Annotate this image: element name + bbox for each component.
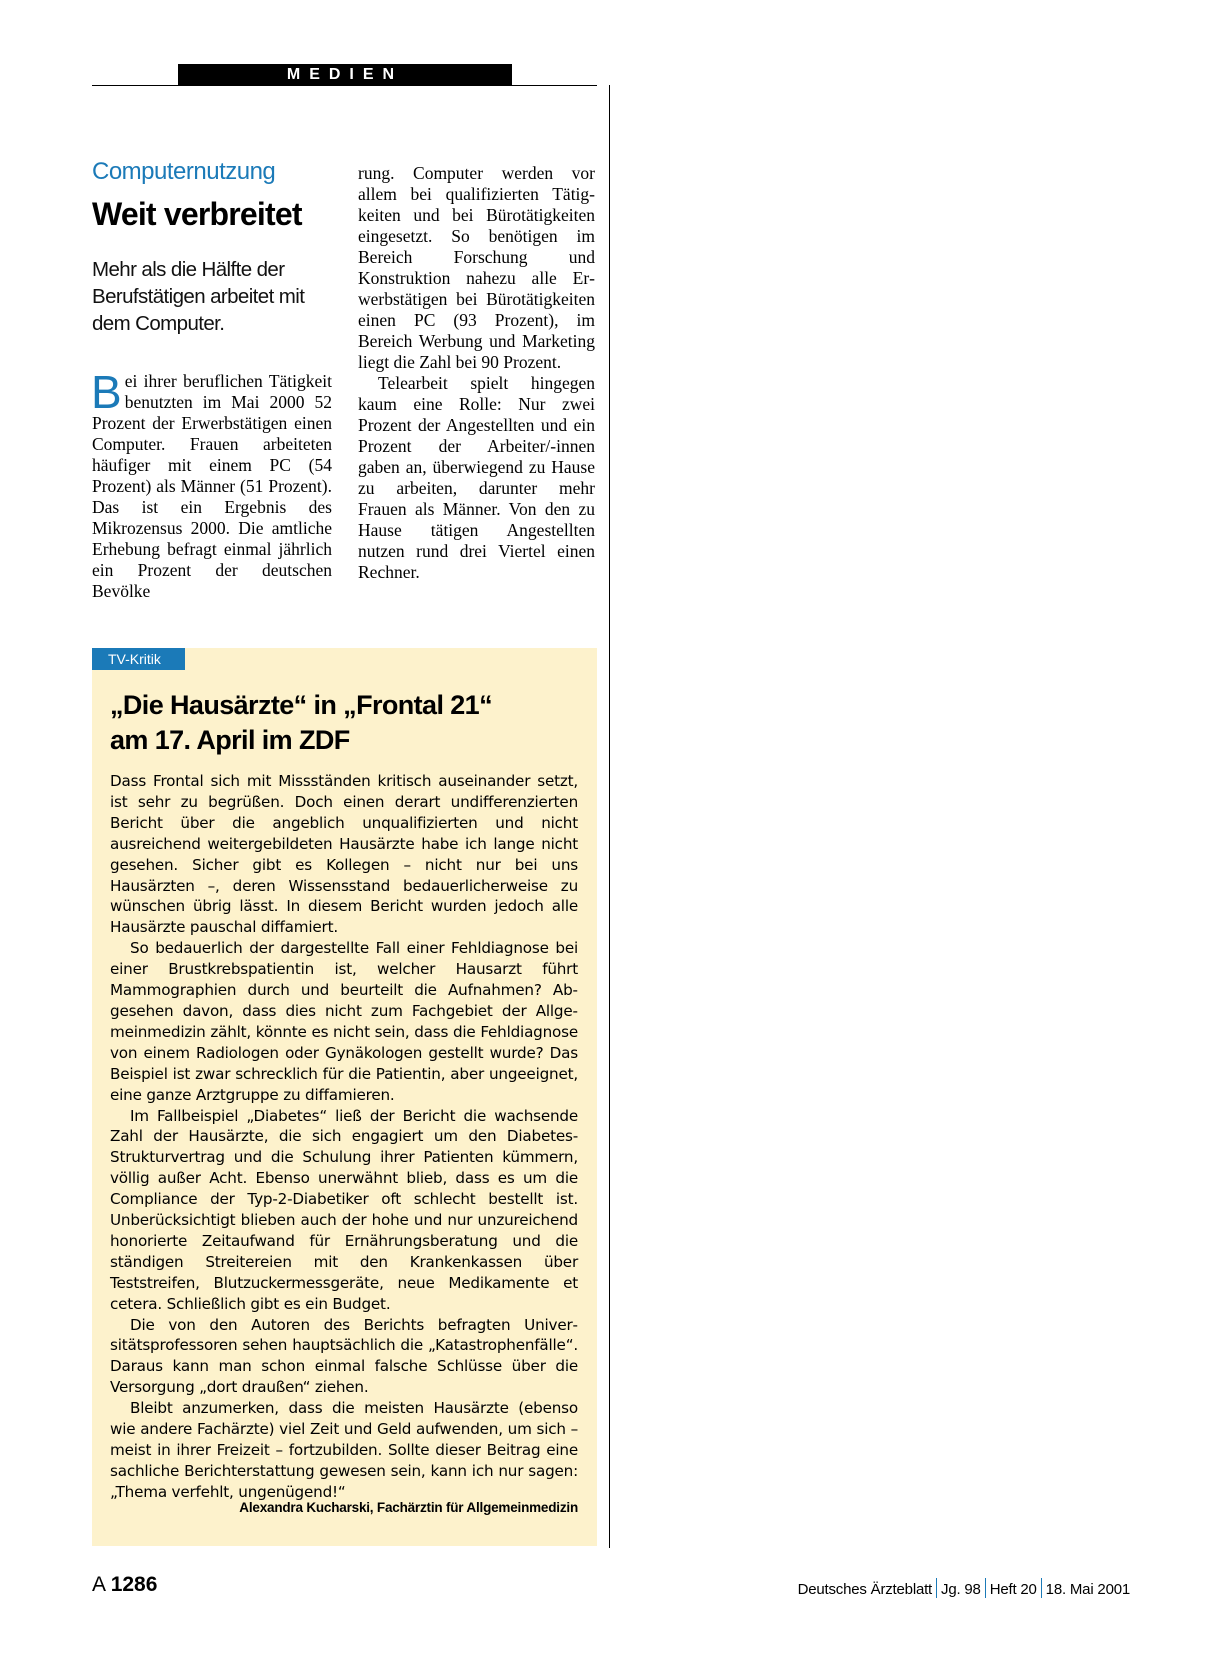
article-left-column	[91, 366, 332, 602]
drop-cap: B	[91, 366, 122, 418]
tv-review-headline	[110, 688, 580, 758]
journal-volume: Jg. 98	[941, 1581, 981, 1598]
column-divider	[609, 85, 610, 1548]
review-paragraph: Dass Frontal sich mit Missständen kritisch auseinander setzt, ist sehr zu begrüßen. Doch einen derart undifferenzierten Bericht über die angeblich unqualifizierten und nicht ausreichend weitergebildeten Hausärzte habe ich lange nicht gesehen. Sicher gibt es Kollegen – nicht nur bei uns Hausärzten –, deren Wissensstand bedauerlicherweise zu wünschen übrig lässt. In diesem Bericht wurden jedoch alle Hausärzte pauschal diffamiert.	[110, 772, 578, 937]
footer-separator	[1041, 1578, 1042, 1598]
journal-name: Deutsches Ärzteblatt	[797, 1581, 933, 1598]
footer-separator	[936, 1578, 937, 1598]
headline-line: am 17. April im ZDF	[110, 725, 350, 755]
page-number: 1286	[110, 1573, 158, 1596]
journal-issue: Heft 20	[989, 1581, 1037, 1598]
review-paragraph: So bedauerlich der dargestellte Fall einer Fehldiagnose bei einer Brustkrebspatientin ist, welcher Hausarzt führt Mammographien durch und beurteilt die Aufnahmen? Abgesehen davon, dass dies nicht zum Fachgebiet der Allgemeinmedizin zählt, könnte es nicht sein, dass die Fehldiagnose von einem Radiologen oder Gynäkologen gestellt wurde? Das Beispiel ist zwar schrecklich für die Patientin, aber ungeeignet, eine ganze Arztgruppe zu diffamieren.	[110, 939, 578, 1104]
tv-review-tag: TV-Kritik	[92, 648, 185, 670]
journal-date: 18. Mai 2001	[1045, 1581, 1130, 1598]
review-signature: Alexandra Kucharski, Fachärztin für Allgemeinmedizin	[239, 1500, 578, 1515]
folio-prefix: A	[92, 1573, 105, 1596]
review-paragraph: Bleibt anzumerken, dass die meisten Hausärzte (ebenso wie andere Fachärzte) viel Zeit und Geld aufwenden, um sich – meist in ihrer Freizeit – fortzubilden. Sollte dieser Beitrag eine sachliche Berichterstattung gewesen sein, kann ich nur sagen: „Thema verfehlt, ungenügend!“	[110, 1399, 578, 1501]
footer-separator	[985, 1578, 986, 1598]
paragraph-text: ei ihrer beruflichen Tätigkeit benutzten im Mai 2000 52 Prozent der Erwerbstätigen einen Computer. Frauen arbeiteten häufiger mit einem PC (54 Prozent) als Männer (51 Prozent). Das ist ein Ergebnis des Mikrozensus 2000. Die amtliche Erhebung befragt einmal jährlich ein Prozent der deutschen Bevölke	[92, 371, 332, 601]
article-headline: Weit verbreitet	[92, 196, 302, 232]
page-folio	[92, 1573, 157, 1597]
journal-footer	[798, 1578, 1130, 1598]
article-paragraph: rung. Computer werden vor allem bei qualifizierten Tätigkeiten und bei Bürotätigkeiten eingesetzt. So benötigen im Bereich Forschung und Konstruktion nahezu alle Erwerbstätigen bei Bürotätigkeiten einen PC (93 Prozent), im Bereich Werbung und Marketing liegt die Zahl bei 90 Prozent.	[358, 163, 595, 372]
article-paragraph: Telearbeit spielt hingegen kaum eine Rolle: Nur zwei Prozent der Angestellten und ein Prozent der Arbeiter/-innen gaben an, überwiegend zu Hause zu arbeiten, darunter mehr Frauen als Männer. Von den zu Hause tätigen Angestellten nutzen rund drei Viertel einen Rechner.	[358, 373, 595, 582]
article-paragraph	[91, 366, 332, 602]
review-paragraph: Im Fallbeispiel „Diabetes“ ließ der Bericht die wachsende Zahl der Hausärzte, die sich engagiert um den Diabetes-Strukturvertrag und die Schulung ihrer Patienten kümmern, völlig außer Acht. Ebenso unerwähnt blieb, dass es um die Compliance der Typ-2-Diabetiker oft schlecht bestellt ist. Unberücksichtigt blieben auch der hohe und nur unzureichend honorierte Zeitaufwand für Ernährungsberatung und die ständigen Streitereien mit den Krankenkassen über Teststreifen, Blutzuckermessgeräte, neue Medikamente et cetera. Schließlich gibt es ein Budget.	[110, 1106, 578, 1313]
article-deck: Mehr als die Hälfte der Berufstätigen arbeitet mit dem Computer.	[92, 258, 305, 335]
article-kicker: Computernutzung	[92, 158, 276, 185]
tv-review-body	[110, 771, 578, 1503]
header-rule	[92, 85, 597, 86]
section-header: MEDIEN	[178, 64, 512, 86]
article-right-column	[358, 163, 595, 583]
review-paragraph: Die von den Autoren des Berichts befragten Universitätsprofessoren sehen hauptsächlich die „Katastrophenfälle“. Daraus kann man schon einmal falsche Schlüsse über die Versorgung „dort draußen“ ziehen.	[110, 1315, 578, 1397]
headline-line: „Die Hausärzte“ in „Frontal 21“	[110, 690, 492, 720]
